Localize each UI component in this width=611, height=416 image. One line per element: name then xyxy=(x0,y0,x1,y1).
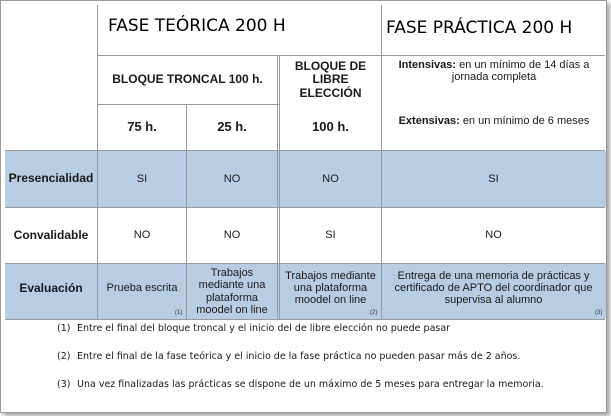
hours-75: 75 h. xyxy=(127,119,157,135)
grid-line xyxy=(5,319,605,320)
bloque-troncal-header: BLOQUE TRONCAL 100 h. xyxy=(112,72,263,87)
hours-100: 100 h. xyxy=(312,119,349,135)
convalidable-practica: NO xyxy=(485,229,502,242)
footnote-mark-2: (2) xyxy=(370,310,378,316)
evaluacion-75: Prueba escrita xyxy=(106,281,178,294)
intensivas-value: en un mínimo de 14 días a jornada completa xyxy=(451,59,590,84)
intensivas-text xyxy=(384,56,604,88)
extensivas-label: Extensivas: xyxy=(398,114,460,127)
extensivas-text xyxy=(384,110,604,132)
row-label-convalidable: Convalidable xyxy=(13,227,89,242)
fase-practica-title: FASE PRÁCTICA 200 H xyxy=(386,18,573,39)
presencialidad-75: SI xyxy=(136,172,148,185)
evaluacion-100: Trabajos mediante una plataforma moodel on line xyxy=(285,269,376,307)
fase-teorica-title: FASE TEÓRICA 200 H xyxy=(108,16,286,37)
presencialidad-practica: SI xyxy=(488,172,499,185)
hours-25: 25 h. xyxy=(217,119,247,135)
convalidable-75: NO xyxy=(133,229,151,242)
note-number: (1) xyxy=(57,323,71,334)
presencialidad-25: NO xyxy=(223,172,241,185)
evaluacion-practica: Entrega de una memoria de prácticas y certificado de APTO del coordinador que supervisa al alumno xyxy=(394,269,593,307)
note-text: Entre el final del bloque troncal y el inicio del de libre elección no puede pasar xyxy=(77,323,451,334)
grid-line xyxy=(277,55,278,319)
convalidable-100: SI xyxy=(325,229,336,242)
note-3 xyxy=(57,379,544,390)
row-label-presencialidad: Presencialidad xyxy=(8,171,94,186)
footnote-mark-1: (1) xyxy=(175,310,183,316)
evaluacion-25: Trabajos mediante una plataforma moodel on line xyxy=(196,266,268,316)
note-text: Entre el final de la fase teórica y el inicio de la fase práctica no pueden pasar más de 2 años. xyxy=(77,351,521,362)
presencialidad-100: NO xyxy=(322,172,339,185)
intensivas-label: Intensivas: xyxy=(398,59,457,71)
extensivas-value: en un mínimo de 6 meses xyxy=(462,114,590,127)
note-number: (2) xyxy=(57,351,71,362)
bloque-libre-header: BLOQUE DE LIBRE ELECCIÓN xyxy=(294,58,367,100)
footnote-mark-3: (3) xyxy=(595,310,603,316)
row-label-evaluacion: Evaluación xyxy=(19,281,83,296)
note-text: Una vez finalizadas las prácticas se dispone de un máximo de 5 meses para entregar la memoria. xyxy=(77,379,544,390)
note-number: (3) xyxy=(57,379,71,390)
note-2 xyxy=(57,351,520,362)
convalidable-25: NO xyxy=(223,229,241,242)
note-1 xyxy=(57,323,450,334)
